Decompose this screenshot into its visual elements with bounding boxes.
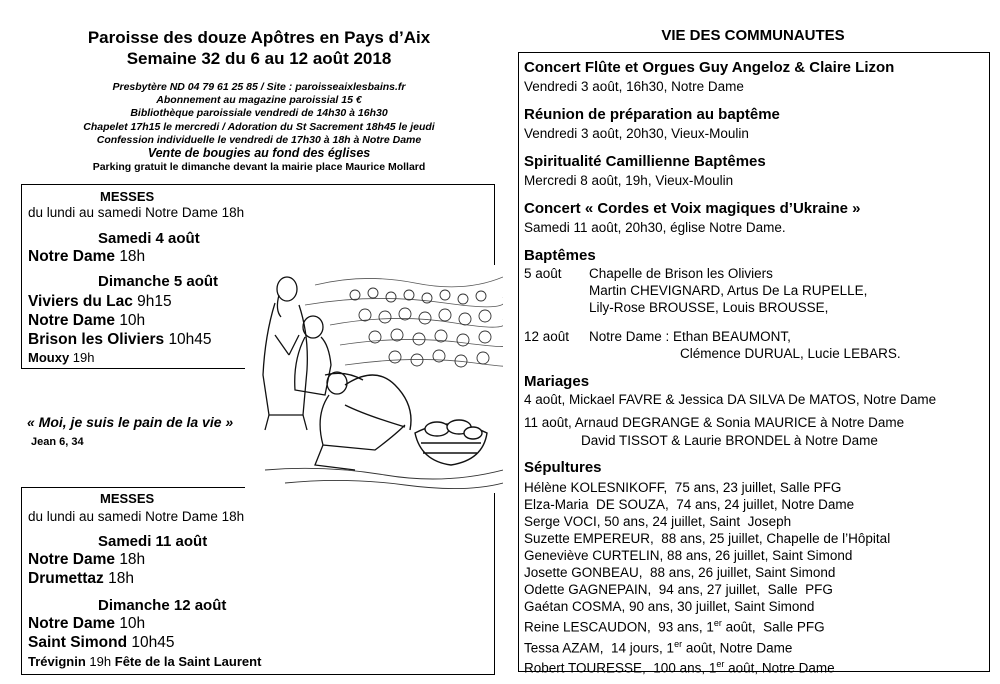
event-title: Concert Flûte et Orgues Guy Angeloz & Claire Lizon	[524, 59, 895, 76]
weekday-masses: du lundi au samedi Notre Dame 18h	[28, 509, 245, 524]
baptism-place: Chapelle de Brison les Oliviers	[589, 266, 773, 281]
mass-time: 18h	[108, 570, 134, 587]
funeral-entry: Serge VOCI, 50 ans, 24 juillet, Saint Joseph	[524, 514, 792, 529]
gospel-reference: Jean 6, 34	[31, 436, 84, 448]
mass-entry	[28, 551, 145, 569]
mass-place: Brison les Oliviers	[28, 331, 165, 348]
info-line: Abonnement au magazine paroissial 15 €	[156, 94, 362, 107]
event-title: Spiritualité Camillienne Baptêmes	[524, 153, 766, 170]
parish-title: Paroisse des douze Apôtres en Pays d’Aix	[87, 28, 431, 47]
mass-entry	[28, 293, 172, 311]
event-detail: Vendredi 3 août, 20h30, Vieux-Moulin	[524, 126, 749, 141]
wedding-entry: 4 août, Mickael FAVRE & Jessica DA SILVA De MATOS, Notre Dame	[524, 392, 937, 407]
mass-time: 19h	[72, 350, 95, 365]
mass-place: Drumettaz	[28, 570, 104, 587]
mass-time: 10h45	[168, 331, 212, 348]
masses-title: MESSES	[100, 491, 155, 506]
baptism-names: Martin CHEVIGNARD, Artus De La RUPELLE,	[589, 283, 868, 298]
mass-time: 18h	[119, 248, 146, 265]
loaves-illustration	[245, 265, 503, 493]
baptism-date: 12 août	[524, 329, 570, 344]
mass-time: 10h45	[131, 634, 175, 651]
info-line: Presbytère ND 04 79 61 25 85 / Site : paroisseaixlesbains.fr	[112, 81, 406, 93]
funerals-title: Sépultures	[524, 459, 602, 476]
info-line: Chapelet 17h15 le mercredi / Adoration du St Sacrement 18h45 le jeudi	[83, 120, 435, 133]
mass-place: Viviers du Lac	[28, 293, 133, 310]
mass-entry	[28, 331, 212, 349]
mass-note: Fête de la Saint Laurent	[114, 654, 262, 669]
funeral-entry: Elza-Maria DE SOUZA, 74 ans, 24 juillet, Notre Dame	[524, 497, 855, 512]
event-title: Réunion de préparation au baptême	[524, 106, 780, 123]
funeral-entry: Tessa AZAM, 14 jours, 1er août, Notre Dame	[524, 638, 793, 655]
mass-place: Saint Simond	[28, 634, 128, 651]
event-detail: Mercredi 8 août, 19h, Vieux-Moulin	[524, 173, 734, 188]
baptism-names: Lily-Rose BROUSSE, Louis BROUSSE,	[589, 300, 829, 315]
funeral-entry: Robert TOURESSE, 100 ans, 1er août, Notre Dame	[524, 659, 835, 676]
weddings-title: Mariages	[524, 373, 590, 390]
mass-place: Mouxy	[28, 350, 70, 365]
mass-time: 10h	[119, 615, 146, 632]
funeral-entry: Hélène KOLESNIKOFF, 75 ans, 23 juillet, Salle PFG	[524, 480, 842, 495]
weekday-masses: du lundi au samedi Notre Dame 18h	[28, 205, 245, 220]
mass-time: 18h	[119, 551, 146, 568]
mass-entry	[28, 350, 95, 365]
wedding-entry: 11 août, Arnaud DEGRANGE & Sonia MAURICE à Notre Dame	[524, 415, 905, 430]
mass-entry	[28, 570, 134, 588]
communities-heading: VIE DES COMMUNAUTES	[661, 27, 845, 44]
gospel-quote: « Moi, je suis le pain de la vie »	[27, 414, 234, 430]
funeral-entry: Geneviève CURTELIN, 88 ans, 26 juillet, Saint Simond	[524, 548, 853, 563]
wedding-entry: David TISSOT & Laurie BRONDEL à Notre Dame	[581, 433, 878, 448]
mass-place: Notre Dame	[28, 615, 115, 632]
mass-place: Notre Dame	[28, 312, 115, 329]
funeral-entry: Odette GAGNEPAIN, 94 ans, 27 juillet, Salle PFG	[524, 582, 833, 597]
masses-box-week2	[21, 487, 495, 675]
event-title: Concert « Cordes et Voix magiques d’Ukraine »	[524, 200, 861, 217]
baptisms-title: Baptêmes	[524, 247, 596, 264]
baptism-place: Notre Dame : Ethan BEAUMONT,	[589, 329, 791, 344]
mass-place: Notre Dame	[28, 248, 115, 265]
mass-entry	[28, 654, 261, 669]
sunday-title: Dimanche 5 août	[98, 273, 219, 290]
mass-entry	[28, 615, 145, 633]
parking-note: Parking gratuit le dimanche devant la mairie place Maurice Mollard	[92, 161, 426, 173]
funeral-entry: Gaétan COSMA, 90 ans, 30 juillet, Saint Simond	[524, 599, 815, 614]
event-detail: Samedi 11 août, 20h30, église Notre Dame.	[524, 220, 786, 235]
funeral-list	[524, 479, 890, 677]
candles-note: Vente de bougies au fond des églises	[147, 146, 371, 160]
saturday-title: Samedi 4 août	[98, 230, 200, 247]
funeral-entry: Josette GONBEAU, 88 ans, 26 juillet, Saint Simond	[524, 565, 836, 580]
funeral-entry: Suzette EMPEREUR, 88 ans, 25 juillet, Chapelle de l’Hôpital	[524, 531, 891, 546]
communities-box	[518, 52, 990, 676]
sunday-title: Dimanche 12 août	[98, 597, 227, 614]
loaves-drawing	[245, 265, 503, 493]
mass-entry	[28, 634, 174, 652]
mass-entry	[28, 312, 145, 330]
baptism-names: Clémence DURUAL, Lucie LEBARS.	[680, 346, 901, 361]
saturday-title: Samedi 11 août	[98, 533, 208, 550]
mass-time: 9h15	[137, 293, 172, 310]
masses-title: MESSES	[100, 189, 155, 204]
mass-place: Notre Dame	[28, 551, 115, 568]
mass-entry	[28, 248, 145, 266]
funeral-entry: Reine LESCAUDON, 93 ans, 1er août, Salle PFG	[524, 618, 825, 635]
mass-place: Trévignin	[28, 654, 86, 669]
week-subtitle: Semaine 32 du 6 au 12 août 2018	[126, 49, 392, 68]
mass-time: 10h	[119, 312, 146, 329]
parish-info	[20, 81, 498, 147]
event-detail: Vendredi 3 août, 16h30, Notre Dame	[524, 79, 744, 94]
info-line: Confession individuelle le vendredi de 17h30 à 18h à Notre Dame	[96, 133, 422, 146]
mass-time: 19h	[89, 654, 112, 669]
baptism-date: 5 août	[524, 266, 562, 281]
info-line: Bibliothèque paroissiale vendredi de 14h30 à 16h30	[130, 107, 388, 120]
